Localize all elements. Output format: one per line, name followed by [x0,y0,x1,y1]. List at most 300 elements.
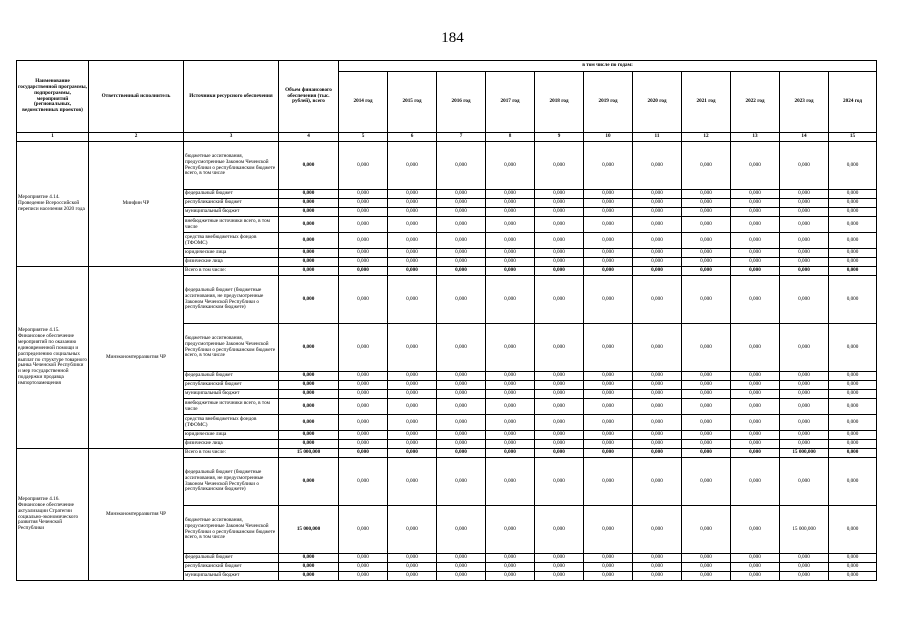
year-value: 0,000 [633,249,682,258]
header-year: 2023 год [780,72,829,133]
year-value: 0,000 [486,233,535,249]
total-value: 0,000 [279,208,339,217]
year-value: 0,000 [780,217,829,233]
year-value: 0,000 [682,440,731,449]
year-value: 0,000 [584,390,633,399]
year-value: 0,000 [731,399,780,415]
year-value: 0,000 [535,554,584,563]
year-value: 0,000 [486,217,535,233]
year-value: 0,000 [682,415,731,431]
year-value: 0,000 [388,258,437,267]
year-value: 0,000 [584,267,633,276]
year-value: 0,000 [731,190,780,199]
year-value: 0,000 [780,431,829,440]
year-value: 0,000 [633,208,682,217]
year-value: 0,000 [388,390,437,399]
year-value: 0,000 [584,199,633,208]
year-value: 0,000 [780,554,829,563]
year-value: 0,000 [339,258,388,267]
year-value: 0,000 [486,431,535,440]
year-value: 0,000 [829,199,877,208]
year-value: 0,000 [731,431,780,440]
funding-source: муниципальный бюджет [184,208,279,217]
year-value: 0,000 [584,249,633,258]
year-value: 0,000 [633,563,682,572]
year-value: 0,000 [486,572,535,581]
year-value: 0,000 [388,381,437,390]
header-year: 2019 год [584,72,633,133]
year-value: 0,000 [584,217,633,233]
year-value: 0,000 [584,190,633,199]
year-value: 0,000 [780,199,829,208]
year-value: 0,000 [731,449,780,458]
year-value: 0,000 [829,415,877,431]
year-value: 0,000 [584,449,633,458]
year-value: 0,000 [731,572,780,581]
year-value: 0,000 [633,572,682,581]
measure-name: Мероприятие 4.16. Финансовое обеспечение актуализации Стратегии социально-экономического развития Чеченской Республики [17,449,89,581]
year-value: 0,000 [437,415,486,431]
table-body [17,142,877,581]
year-value: 0,000 [633,372,682,381]
year-value: 0,000 [829,563,877,572]
year-value: 0,000 [633,431,682,440]
year-value: 0,000 [486,554,535,563]
year-value: 0,000 [633,142,682,190]
year-value: 0,000 [437,563,486,572]
total-value: 0,000 [279,267,339,276]
year-value: 0,000 [388,554,437,563]
year-value: 0,000 [437,199,486,208]
header-year: 2018 год [535,72,584,133]
year-value: 0,000 [486,190,535,199]
year-value: 0,000 [535,324,584,372]
year-value: 0,000 [437,249,486,258]
year-value: 0,000 [388,506,437,554]
year-value: 0,000 [829,440,877,449]
year-value: 0,000 [731,440,780,449]
measure-executor: Минэкономтерразвития ЧР [89,267,184,449]
year-value: 0,000 [339,415,388,431]
year-value: 0,000 [633,458,682,506]
year-value: 0,000 [633,506,682,554]
year-value: 0,000 [682,258,731,267]
year-value: 0,000 [388,372,437,381]
column-number: 12 [682,133,731,142]
year-value: 15 000,000 [780,449,829,458]
year-value: 0,000 [682,372,731,381]
year-value: 0,000 [339,372,388,381]
year-value: 0,000 [682,190,731,199]
year-value: 0,000 [731,258,780,267]
year-value: 0,000 [339,381,388,390]
year-value: 0,000 [633,415,682,431]
year-value: 15 000,000 [780,506,829,554]
year-value: 0,000 [829,276,877,324]
year-value: 0,000 [437,572,486,581]
year-value: 0,000 [829,258,877,267]
year-value: 0,000 [339,199,388,208]
column-number: 9 [535,133,584,142]
measure-executor: Минфин ЧР [89,142,184,267]
year-value: 0,000 [535,431,584,440]
funding-source: средства внебюджетных фондов (ТФОМС) [184,415,279,431]
year-value: 0,000 [535,249,584,258]
total-value: 0,000 [279,372,339,381]
year-value: 0,000 [388,415,437,431]
year-value: 0,000 [780,415,829,431]
year-value: 0,000 [486,390,535,399]
year-value: 0,000 [780,324,829,372]
column-number: 6 [388,133,437,142]
year-value: 0,000 [682,563,731,572]
column-number: 4 [279,133,339,142]
year-value: 0,000 [437,276,486,324]
funding-source: Всего в том числе: [184,449,279,458]
year-value: 0,000 [486,381,535,390]
year-value: 0,000 [633,399,682,415]
year-value: 0,000 [437,324,486,372]
total-value: 0,000 [279,381,339,390]
year-value: 0,000 [633,324,682,372]
year-value: 0,000 [535,506,584,554]
year-value: 0,000 [535,381,584,390]
year-value: 0,000 [780,233,829,249]
year-value: 0,000 [780,258,829,267]
total-value: 0,000 [279,276,339,324]
year-value: 0,000 [731,276,780,324]
year-value: 0,000 [829,208,877,217]
year-value: 0,000 [388,440,437,449]
funding-source: муниципальный бюджет [184,390,279,399]
year-value: 0,000 [829,217,877,233]
funding-source: внебюджетные источники всего, в том числе [184,217,279,233]
year-value: 0,000 [486,267,535,276]
funding-source: внебюджетные источники всего, в том числе [184,399,279,415]
year-value: 0,000 [584,233,633,249]
year-value: 0,000 [535,390,584,399]
year-value: 0,000 [437,449,486,458]
year-value: 0,000 [339,554,388,563]
year-value: 0,000 [780,208,829,217]
header-year: 2020 год [633,72,682,133]
year-value: 0,000 [682,431,731,440]
total-value: 0,000 [279,572,339,581]
funding-source: федеральный бюджет [184,372,279,381]
year-value: 0,000 [633,381,682,390]
year-value: 0,000 [535,199,584,208]
header-executor: Ответственный исполнитель [89,61,184,133]
year-value: 0,000 [584,142,633,190]
year-value: 0,000 [584,415,633,431]
year-value: 0,000 [633,276,682,324]
year-value: 0,000 [731,390,780,399]
year-value: 0,000 [486,563,535,572]
year-value: 0,000 [780,390,829,399]
column-number: 3 [184,133,279,142]
year-value: 0,000 [829,324,877,372]
year-value: 0,000 [780,381,829,390]
funding-source: бюджетные ассигнования, предусмотренные Законом Чеченской Республики о республиканском бюджете всего, в том числе [184,142,279,190]
year-value: 0,000 [584,208,633,217]
year-value: 0,000 [388,458,437,506]
year-value: 0,000 [633,190,682,199]
year-value: 0,000 [584,381,633,390]
year-value: 0,000 [388,267,437,276]
total-value: 0,000 [279,217,339,233]
column-number: 8 [486,133,535,142]
header-year: 2024 год [829,72,877,133]
page-number: 184 [441,30,464,46]
column-number: 10 [584,133,633,142]
year-value: 0,000 [339,390,388,399]
year-value: 0,000 [339,267,388,276]
total-value: 0,000 [279,249,339,258]
year-value: 0,000 [437,233,486,249]
year-value: 0,000 [486,249,535,258]
total-value: 0,000 [279,415,339,431]
year-value: 0,000 [535,142,584,190]
year-value: 0,000 [829,399,877,415]
year-value: 0,000 [780,372,829,381]
year-value: 0,000 [535,415,584,431]
year-value: 0,000 [584,324,633,372]
year-value: 0,000 [780,249,829,258]
year-value: 0,000 [829,506,877,554]
total-value: 0,000 [279,554,339,563]
year-value: 0,000 [486,399,535,415]
year-value: 0,000 [535,258,584,267]
header-name: Наименование государственной программы, подпрограммы, мероприятий (региональных, ведомственных проектов) [17,61,89,133]
measure-executor: Минэкономтерразвития ЧР [89,449,184,581]
funding-source: республиканский бюджет [184,563,279,572]
year-value: 0,000 [339,449,388,458]
year-value: 0,000 [339,249,388,258]
funding-source: юридические лица [184,431,279,440]
year-value: 0,000 [682,217,731,233]
header-total: Объем финансового обеспечения (тыс. рублей), всего [279,61,339,133]
total-value: 0,000 [279,399,339,415]
year-value: 0,000 [829,267,877,276]
year-value: 0,000 [731,381,780,390]
year-value: 0,000 [388,199,437,208]
total-value: 15 000,000 [279,449,339,458]
year-value: 0,000 [584,276,633,324]
year-value: 0,000 [731,458,780,506]
funding-source: бюджетные ассигнования, предусмотренные Законом Чеченской Республики о республиканском бюджете всего, в том числе [184,506,279,554]
year-value: 0,000 [339,233,388,249]
year-value: 0,000 [388,572,437,581]
year-value: 0,000 [829,554,877,563]
year-value: 0,000 [633,554,682,563]
year-value: 0,000 [633,199,682,208]
column-number: 2 [89,133,184,142]
year-value: 0,000 [584,554,633,563]
year-value: 0,000 [437,142,486,190]
total-value: 0,000 [279,258,339,267]
year-value: 0,000 [339,324,388,372]
year-value: 0,000 [584,506,633,554]
total-value: 0,000 [279,390,339,399]
year-value: 0,000 [339,458,388,506]
year-value: 0,000 [780,458,829,506]
year-value: 0,000 [535,208,584,217]
funding-source: Всего в том числе: [184,267,279,276]
year-value: 0,000 [731,217,780,233]
year-value: 0,000 [535,458,584,506]
year-value: 0,000 [388,399,437,415]
year-value: 0,000 [339,399,388,415]
year-value: 0,000 [682,267,731,276]
budget-table [16,60,877,581]
year-value: 0,000 [829,142,877,190]
total-value: 0,000 [279,142,339,190]
total-value: 0,000 [279,458,339,506]
year-value: 0,000 [682,458,731,506]
year-value: 0,000 [829,381,877,390]
year-value: 0,000 [388,233,437,249]
measure-name: Мероприятие 4.14. Проведение Всероссийской переписи населения 2020 года [17,142,89,267]
column-number: 15 [829,133,877,142]
funding-source: федеральный бюджет [184,190,279,199]
year-value: 0,000 [682,249,731,258]
total-value: 0,000 [279,431,339,440]
year-value: 0,000 [633,267,682,276]
year-value: 0,000 [339,506,388,554]
year-value: 0,000 [829,458,877,506]
year-value: 0,000 [437,554,486,563]
year-value: 0,000 [535,563,584,572]
header-year: 2014 год [339,72,388,133]
year-value: 0,000 [388,431,437,440]
year-value: 0,000 [682,554,731,563]
funding-source: республиканский бюджет [184,199,279,208]
year-value: 0,000 [535,190,584,199]
year-value: 0,000 [731,554,780,563]
year-value: 0,000 [780,572,829,581]
year-value: 0,000 [437,267,486,276]
funding-source: физические лица [184,258,279,267]
funding-source: муниципальный бюджет [184,572,279,581]
year-value: 0,000 [584,372,633,381]
funding-source: республиканский бюджет [184,381,279,390]
year-value: 0,000 [437,258,486,267]
year-value: 0,000 [437,372,486,381]
year-value: 0,000 [731,267,780,276]
year-value: 0,000 [829,390,877,399]
year-value: 0,000 [486,440,535,449]
header-source: Источники ресурсного обеспечения [184,61,279,133]
year-value: 0,000 [388,324,437,372]
year-value: 0,000 [388,142,437,190]
year-value: 0,000 [731,563,780,572]
year-value: 0,000 [339,563,388,572]
year-value: 0,000 [486,258,535,267]
column-number: 7 [437,133,486,142]
year-value: 0,000 [339,217,388,233]
year-value: 0,000 [731,249,780,258]
table-row [17,449,877,458]
total-value: 0,000 [279,233,339,249]
year-value: 0,000 [584,572,633,581]
year-value: 0,000 [829,572,877,581]
total-value: 0,000 [279,199,339,208]
year-value: 0,000 [486,458,535,506]
column-number: 14 [780,133,829,142]
column-number: 13 [731,133,780,142]
year-value: 0,000 [682,390,731,399]
year-value: 0,000 [437,217,486,233]
header-year: 2021 год [682,72,731,133]
year-value: 0,000 [437,190,486,199]
year-value: 0,000 [731,324,780,372]
year-value: 0,000 [535,217,584,233]
year-value: 0,000 [829,233,877,249]
total-value: 0,000 [279,440,339,449]
year-value: 0,000 [437,399,486,415]
year-value: 0,000 [535,572,584,581]
year-value: 0,000 [780,440,829,449]
year-value: 0,000 [486,276,535,324]
year-value: 0,000 [486,506,535,554]
year-value: 0,000 [388,276,437,324]
year-value: 0,000 [388,217,437,233]
year-value: 0,000 [535,440,584,449]
year-value: 0,000 [437,458,486,506]
year-value: 0,000 [731,199,780,208]
year-value: 0,000 [731,415,780,431]
year-value: 0,000 [829,249,877,258]
year-value: 0,000 [682,276,731,324]
year-value: 0,000 [339,142,388,190]
year-value: 0,000 [535,449,584,458]
year-value: 0,000 [682,572,731,581]
year-value: 0,000 [633,449,682,458]
year-value: 0,000 [682,208,731,217]
year-value: 0,000 [780,563,829,572]
measure-name: Мероприятие 4.15. Финансовое обеспечение мероприятий по оказанию единовременной помощи и распределению социальных выплат по структуре товарного рынка Чеченской Республики и мер государственной поддержки продавца импортозамещения [17,267,89,449]
year-value: 0,000 [780,267,829,276]
funding-source: бюджетные ассигнования, предусмотренные Законом Чеченской Республики о республиканском бюджете всего, в том числе [184,324,279,372]
header-year: 2017 год [486,72,535,133]
year-value: 0,000 [780,142,829,190]
year-value: 0,000 [780,276,829,324]
year-value: 0,000 [584,440,633,449]
year-value: 0,000 [486,372,535,381]
year-value: 0,000 [388,249,437,258]
total-value: 0,000 [279,324,339,372]
year-value: 0,000 [682,233,731,249]
year-value: 0,000 [682,449,731,458]
year-value: 0,000 [437,440,486,449]
header-by-year: в том числе по годам: [339,61,877,72]
year-value: 0,000 [584,563,633,572]
year-value: 0,000 [535,233,584,249]
year-value: 0,000 [780,190,829,199]
year-value: 0,000 [486,208,535,217]
year-value: 0,000 [339,190,388,199]
year-value: 0,000 [388,208,437,217]
year-value: 0,000 [437,506,486,554]
year-value: 0,000 [339,431,388,440]
year-value: 0,000 [339,276,388,324]
header-year: 2015 год [388,72,437,133]
year-value: 0,000 [731,142,780,190]
year-value: 0,000 [633,233,682,249]
year-value: 0,000 [731,233,780,249]
column-number: 1 [17,133,89,142]
year-value: 0,000 [682,324,731,372]
